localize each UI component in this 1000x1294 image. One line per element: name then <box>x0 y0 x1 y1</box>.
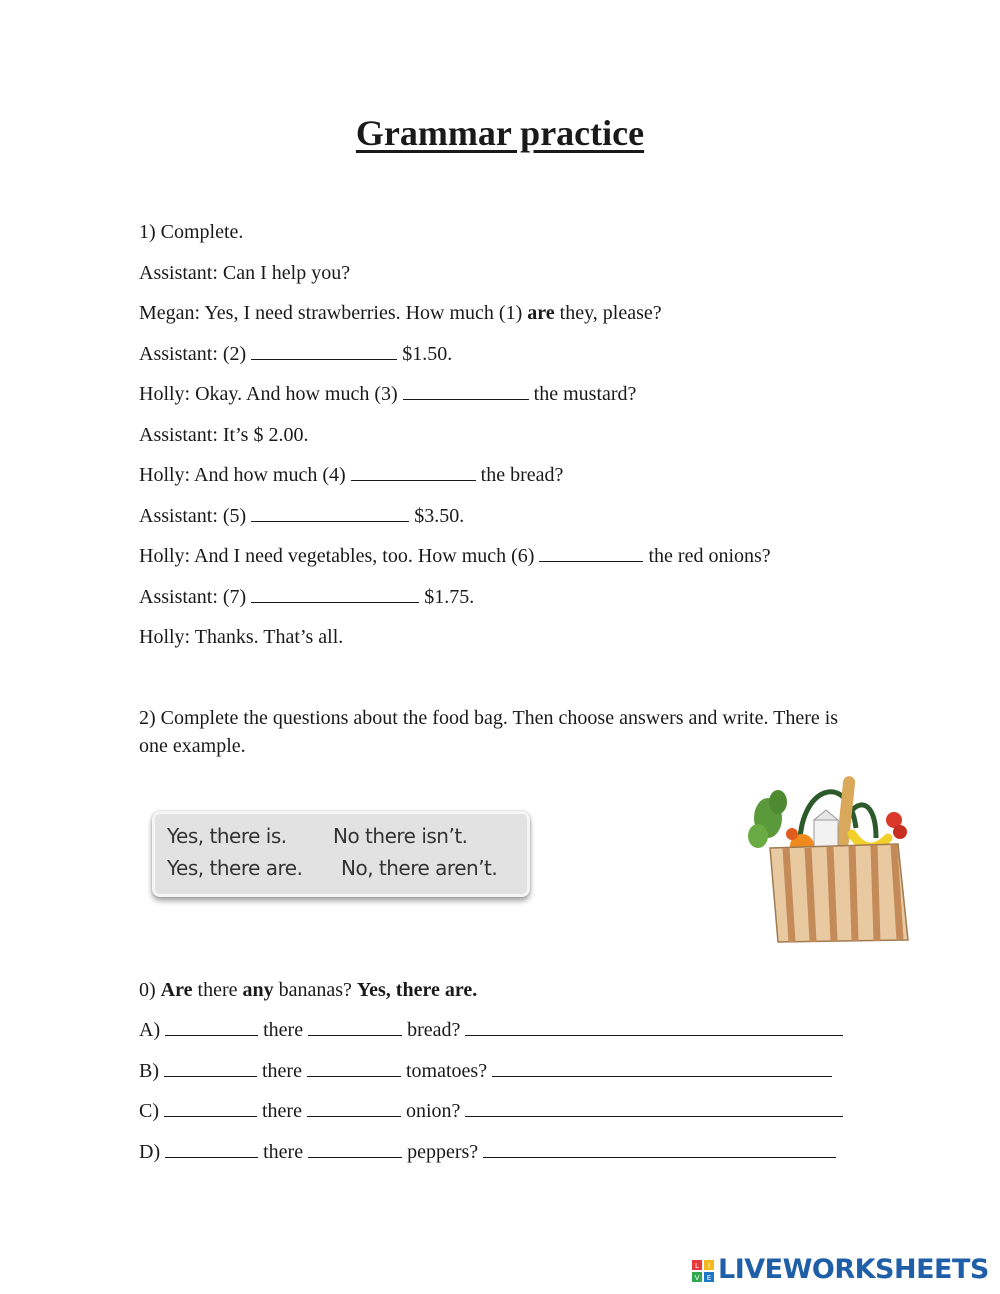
dialog-line-2: Megan: Yes, I need strawberries. How much (1) are they, please? <box>139 302 662 324</box>
question-d: D) there peppers? <box>139 1138 836 1166</box>
answer-choice: Yes, there is. <box>167 824 287 848</box>
blank-b-quantifier[interactable] <box>307 1058 401 1077</box>
dialog-line-1: Assistant: Can I help you? <box>139 262 351 284</box>
logo-mark-letter: L <box>695 1262 699 1270</box>
question-a: A) there bread? <box>139 1016 843 1044</box>
dialog-line-9: Assistant: (7) $1.75. <box>139 586 475 608</box>
blank-5[interactable] <box>251 503 409 522</box>
dialog-line-8: Holly: And I need vegetables, too. How much (6) the red onions? <box>139 545 771 567</box>
blank-a-verb[interactable] <box>165 1017 258 1036</box>
answer-choice: No there isn’t. <box>333 824 468 848</box>
example-question: 0) Are there any bananas? Yes, there are. <box>139 979 478 1001</box>
liveworksheets-logo[interactable] <box>692 1252 992 1288</box>
blank-a-quantifier[interactable] <box>308 1017 402 1036</box>
logo-mark-letter: V <box>694 1274 700 1282</box>
answer-choices-box <box>152 811 530 897</box>
dialog-line-3: Assistant: (2) $1.50. <box>139 343 453 365</box>
blank-d-answer[interactable] <box>483 1139 836 1158</box>
blank-2[interactable] <box>251 341 397 360</box>
page-title: Grammar practice <box>355 113 645 153</box>
logo-mark-icon <box>692 1260 714 1282</box>
blank-a-answer[interactable] <box>465 1017 843 1036</box>
answer-choice: Yes, there are. <box>167 856 303 880</box>
logo-mark-letter: E <box>706 1274 712 1282</box>
food-bag-illustration <box>748 768 918 948</box>
dialog-line-4: Holly: Okay. And how much (3) the mustard? <box>139 383 637 405</box>
blank-c-verb[interactable] <box>164 1098 257 1117</box>
dialog-line-6: Holly: And how much (4) the bread? <box>139 464 564 486</box>
dialog-line-7: Assistant: (5) $3.50. <box>139 505 465 527</box>
blank-b-verb[interactable] <box>164 1058 257 1077</box>
blank-d-verb[interactable] <box>165 1139 258 1158</box>
dialog-line-5: Assistant: It’s $ 2.00. <box>139 424 309 446</box>
dialog-line-10: Holly: Thanks. That’s all. <box>139 626 344 648</box>
answer-choice: No, there aren’t. <box>341 856 498 880</box>
blank-7[interactable] <box>251 584 419 603</box>
blank-6[interactable] <box>539 543 643 562</box>
section2-heading: 2) Complete the questions about the food bag. Then choose answers and write. There is one example. <box>139 707 839 757</box>
section1-heading: 1) Complete. <box>139 221 244 243</box>
blank-d-quantifier[interactable] <box>308 1139 402 1158</box>
blank-4[interactable] <box>351 462 476 481</box>
logo-text: LIVEWORKSHEETS <box>718 1254 989 1285</box>
blank-c-answer[interactable] <box>465 1098 843 1117</box>
question-b: B) there tomatoes? <box>139 1057 832 1085</box>
question-c: C) there onion? <box>139 1097 843 1125</box>
blank-b-answer[interactable] <box>492 1058 832 1077</box>
blank-3[interactable] <box>403 381 529 400</box>
blank-c-quantifier[interactable] <box>307 1098 401 1117</box>
logo-mark-letter: I <box>707 1262 711 1270</box>
